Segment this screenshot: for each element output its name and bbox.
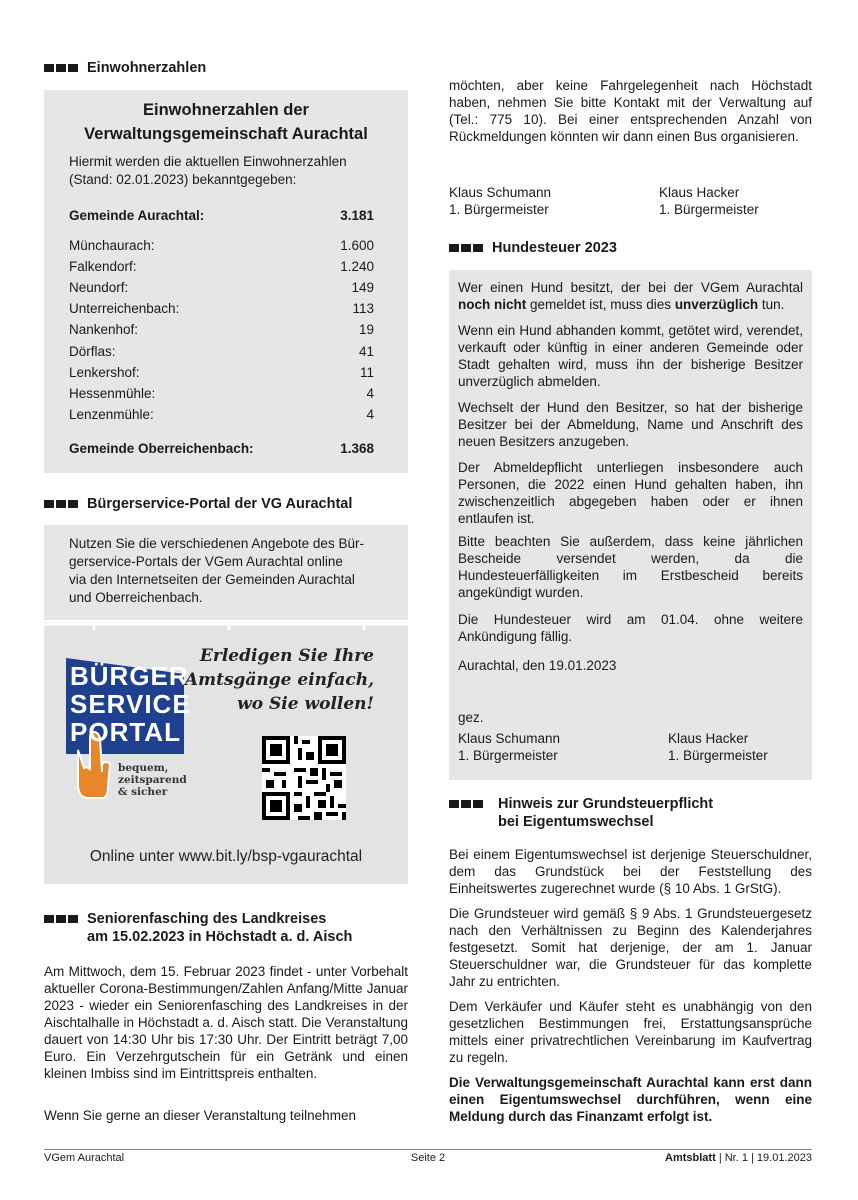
portal-text-box <box>44 525 408 620</box>
heading-squares-icon <box>449 244 483 252</box>
portal-banner <box>44 622 408 884</box>
footer-right: Amtsblatt | Nr. 1 | 19.01.2023 <box>665 1152 812 1164</box>
hund-paragraph-6: Die Hundesteuer wird am 01.04. ohne weitere Ankündigung fällig. <box>458 612 803 644</box>
senioren-paragraph-continued: möchten, aber keine Fahrgelegenheit nach Höchstadt haben, nehmen Sie bitte Kontakt mit der Verwaltung auf (Tel.: 775 10). Bei einer entsprechenden Anzahl von Rückmeldungen könnten wir dann einen Bus organisieren. <box>449 78 812 144</box>
portal-slogan: Erledigen Sie Ihre Amtsgänge einfach, wo Sie wollen! <box>184 646 374 714</box>
hund-paragraph-5: Bitte beachten Sie außerdem, dass keine jährlichen Bescheide versendet werden, da die Hundesteuerfälligkeiten im Erstbescheid bereits angekündigt wurden. <box>458 534 803 600</box>
grundsteuer-paragraph-4: Die Verwaltungsgemeinschaft Aurachtal kann erst dann einen Eigentumswechsel durchführen, wenn eine Meldung durch das Finanzamt erfolgt ist. <box>449 1075 812 1124</box>
heading-squares-icon <box>449 800 483 808</box>
portal-logo-text: BÜRGER SERVICE PORTAL <box>70 661 191 747</box>
population-intro-line2: (Stand: 02.01.2023) bekanntgegeben: <box>69 172 297 187</box>
population-box: Einwohnerzahlen der Verwaltungsgemeinschaft Aurachtal Hiermit werden die aktuellen Einwohnerzahlen (Stand: 02.01.2023) bekanntgegeben: Gemeinde Aurachtal: 3.181 Münchaurach: 1.600 Falkendorf: 1.240 Neundorf: 149 Unterreichenbach: 113 Nankenhof: 19 Dörflas: 41 Lenkershof: 11 Hessenmühle: 4 Lenzenmühle: 4 Gemeinde Oberreichenbach: 1.368 <box>44 90 408 473</box>
population-intro-line1: Hiermit werden die aktuellen Einwohnerzahlen <box>69 154 347 169</box>
grundsteuer-paragraph-1: Bei einem Eigentumswechsel ist derjenige Steuerschuldner, dem das Grundstück bei der Feststellung des Einheitswertes zugerechnet wurde (§ 10 Abs. 1 GrStG). <box>449 847 812 896</box>
senioren-signature-1: Klaus Schumann 1. Bürgermeister <box>449 185 552 217</box>
hund-gez: gez. <box>458 710 484 725</box>
heading-squares-icon <box>44 500 78 508</box>
qr-code-icon <box>262 736 346 820</box>
portal-online-url: Online unter www.bit.ly/bsp-vgaurachtal <box>89 848 363 865</box>
population-box-title-line1: Einwohnerzahlen der <box>143 101 309 119</box>
hund-paragraph-2: Wenn ein Hund abhanden kommt, getötet wird, verendet, verkauft oder künftig in einer anderen Gemeinde oder Stadt gehalten wird, muss ihn der bisherige Besitzer unverzüglich abmelden. <box>458 323 803 389</box>
portal-text-line: via den Internetseiten der Gemeinden Aurachtal <box>69 572 355 587</box>
hund-date: Aurachtal, den 19.01.2023 <box>458 658 617 673</box>
portal-text-line: und Oberreichenbach. <box>69 590 203 605</box>
portal-text-line: Nutzen Sie die verschiedenen Angebote des Bür- <box>69 536 364 551</box>
hund-signature-2: Klaus Hacker 1. Bürgermeister <box>668 731 768 763</box>
hundesteuer-box <box>449 270 812 780</box>
section-heading-hundesteuer: Hundesteuer 2023 <box>449 239 812 257</box>
hund-paragraph-4: Der Abmeldepflicht unterliegen insbesondere auch Personen, die 2022 einen Hund gehalten haben, ihn zwischenzeitlich abgegeben haben oder er ihnen entlaufen ist. <box>458 460 803 526</box>
section-heading-einwohnerzahlen: Einwohnerzahlen <box>44 59 404 77</box>
senioren-paragraph-1: Am Mittwoch, dem 15. Februar 2023 findet - unter Vorbehalt aktueller Corona-Bestimmungen/Zahlen Anfang/Mitte Januar 2023 - wieder ein Seniorenfasching des Landkreises in der Aischtalhalle in Höchstadt a. d. Aisch statt. Die Veranstaltung dauert von 14:30 Uhr bis 17:30 Uhr. Der Eintritt beträgt 7,00 Euro. Ein Verzehrgutschein für ein Getränk und einen kleinen Imbiss sind im Eintrittspreis enthalten. <box>44 964 408 1081</box>
portal-logo-tagline: bequem, zeitsparend & sicher <box>118 762 187 798</box>
heading-squares-icon <box>44 64 78 72</box>
population-box-title-line2: Verwaltungsgemeinschaft Aurachtal <box>84 125 368 143</box>
heading-squares-icon <box>44 915 78 923</box>
senioren-signature-2: Klaus Hacker 1. Bürgermeister <box>659 185 759 217</box>
senioren-paragraph-2: Wenn Sie gerne an dieser Veranstaltung teilnehmen <box>44 1108 356 1123</box>
portal-text-line: gerservice-Portals der VGem Aurachtal online <box>69 554 343 569</box>
section-heading-seniorenfasching: Seniorenfasching des Landkreises am 15.02.2023 in Höchstadt a. d. Aisch <box>44 910 408 946</box>
hund-paragraph-1: Wer einen Hund besitzt, der bei der VGem Aurachtal noch nicht gemeldet ist, muss dies unverzüglich tun. <box>458 280 803 312</box>
grundsteuer-paragraph-3: Dem Verkäufer und Käufer steht es unabhängig von den gesetzlichen Bestimmungen frei, Erstattungsansprüche mittels einer privatrechtlichen Vereinbarung im Kaufvertrag zu regeln. <box>449 999 812 1065</box>
grundsteuer-paragraph-2: Die Grundsteuer wird gemäß § 9 Abs. 1 Grundsteuergesetz nach den Verhältnissen zu Beginn des Kalenderjahres festgesetzt. Somit hat derjenige, der am 1. Januar Steuerschuldner war, die Grundsteuer für das komplette Jahr zu entrichten. <box>449 906 812 989</box>
footer-left: VGem Aurachtal <box>44 1152 125 1164</box>
section-heading-portal: Bürgerservice-Portal der VG Aurachtal <box>44 495 408 513</box>
page-footer <box>44 1149 812 1170</box>
footer-page-number: Seite 2 <box>410 1152 446 1164</box>
section-heading-grundsteuer: Hinweis zur Grundsteuerpflicht bei Eigentumswechsel <box>449 795 812 831</box>
hund-paragraph-3: Wechselt der Hund den Besitzer, so hat der bisherige Besitzer bei der Abmeldung, Name und Anschrift des neuen Besitzers anzugeben. <box>458 400 803 449</box>
hund-signature-1: Klaus Schumann 1. Bürgermeister <box>458 731 561 763</box>
